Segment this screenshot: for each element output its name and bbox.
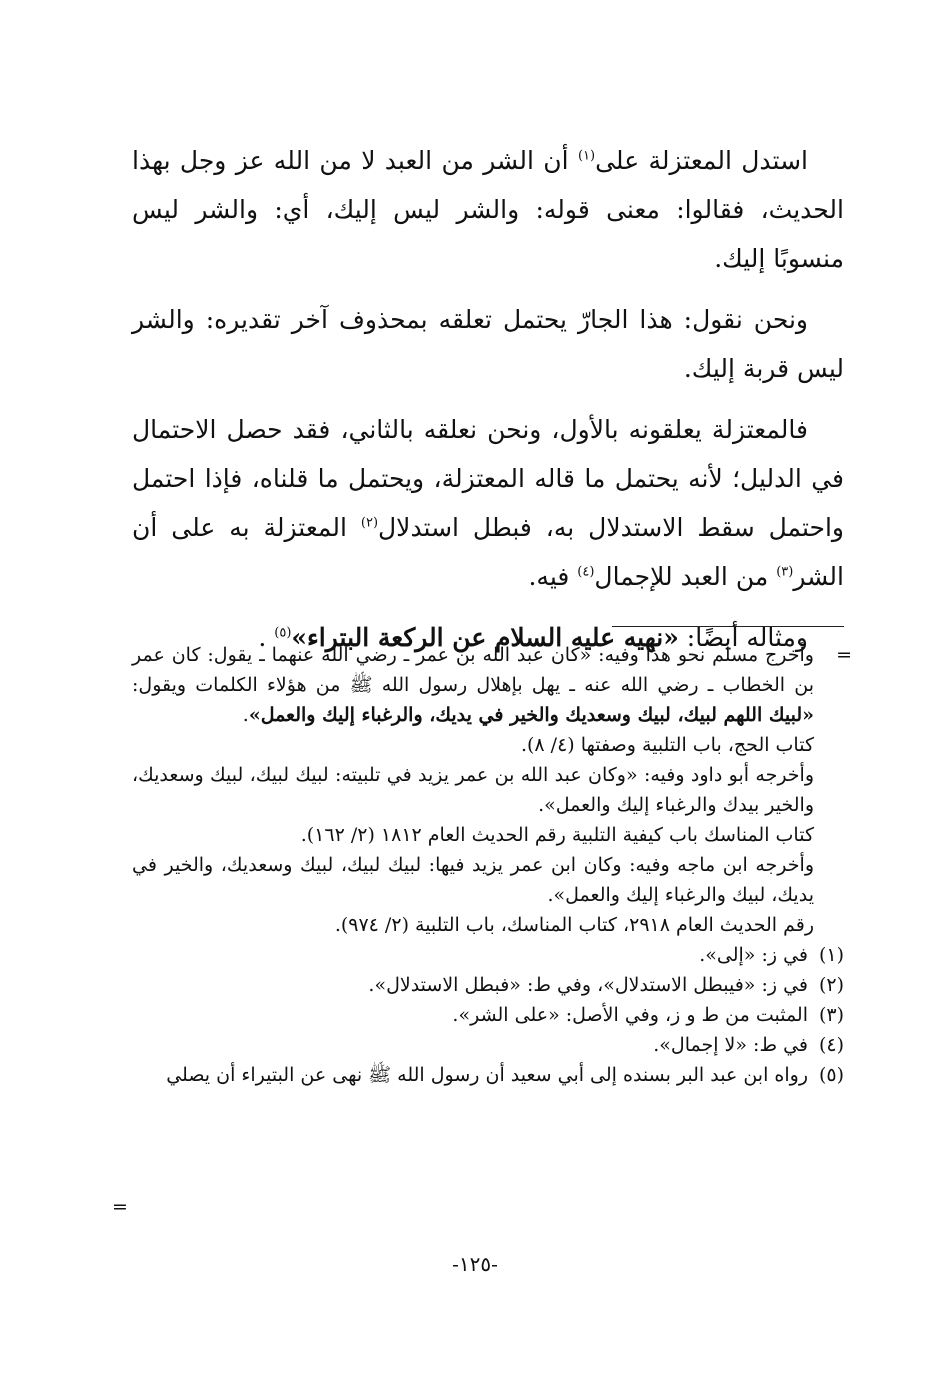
footnote-ref-2[interactable]: (٢) [360, 515, 379, 531]
paragraph-3 [132, 405, 844, 601]
footnote-number: (٥) [818, 1064, 844, 1086]
footnote-line [132, 640, 814, 730]
text-span: وأخرج مسلم نحو هذا وفيه: «كان عبد الله بن عمر ـ رضي الله عنهما ـ يقول: كان عمر بن الخطاب ـ رضي الله عنه ـ يهل بإهلال رسول الله ﷺ من هؤلاء الكلمات ويقول: [132, 644, 814, 696]
footnotes [132, 640, 852, 1090]
paragraph-1 [132, 136, 844, 283]
footnote-line: كتاب المناسك باب كيفية التلبية رقم الحديث العام ١٨١٢ (٢/ ١٦٢). [300, 824, 814, 846]
footnote-continuation [132, 640, 852, 940]
footnote-2 [132, 970, 844, 1000]
continuation-end-mark: = [112, 1196, 128, 1218]
footnote-separator [612, 626, 844, 627]
page-number: -١٢٥- [452, 1252, 498, 1276]
text-span: فالمعتزلة يعلقونه بالأول، ونحن نعلقه بالثاني، فقد حصل الاحتمال في الدليل؛ لأنه يحتمل ما قاله المعتزلة، ويحتمل ما قلناه، فإذا احتمل واحتمل سقط الاستدلال به، فبطل استدلال [132, 415, 844, 542]
footnote-number: (٤) [818, 1034, 844, 1056]
footnote-ref-1[interactable]: (١) [577, 148, 596, 164]
hadith-quote: «نهيه عليه السلام عن الركعة البتراء» [291, 623, 679, 652]
footnote-3 [132, 1000, 844, 1030]
text-span: فيه. [528, 562, 578, 591]
text-span: من العبد للإجمال [594, 562, 777, 591]
footnote-line: وأخرجه أبو داود وفيه: «وكان عبد الله بن عمر يزيد في تلبيته: لبيك لبيك، لبيك وسعديك، والخير بيدك والرغباء إليك والعمل». [132, 764, 814, 816]
footnote-text: في ط: «لا إجمال». [653, 1034, 808, 1056]
main-text [132, 136, 844, 674]
footnote-4 [132, 1030, 844, 1060]
footnote-1 [132, 940, 844, 970]
text-span: ونحن نقول: هذا الجارّ يحتمل تعلقه بمحذوف آخر تقديره: والشر ليس قربة إليك. [132, 305, 844, 383]
footnote-number: (٢) [818, 974, 844, 996]
footnote-text: في ز: «فيبطل الاستدلال»، وفي ط: «فبطل الاستدلال». [368, 974, 808, 996]
footnote-text: رواه ابن عبد البر بسنده إلى أبي سعيد أن رسول الله ﷺ نهى عن البتيراء أن يصلي [166, 1064, 808, 1086]
paragraph-2 [132, 295, 844, 393]
text-span: المعتزلة به على أن الشر [132, 513, 844, 591]
text-span: . [242, 704, 249, 726]
footnote-ref-3[interactable]: (٣) [776, 564, 794, 580]
footnote-number: (١) [818, 944, 844, 966]
footnote-text: في ز: «إلى». [699, 944, 808, 966]
footnote-ref-4[interactable]: (٤) [577, 564, 595, 580]
footnote-line: رقم الحديث العام ٢٩١٨، كتاب المناسك، باب التلبية (٢/ ٩٧٤). [334, 914, 814, 936]
footnote-number: (٣) [818, 1004, 844, 1026]
hadith-quote: «لبيك اللهم لبيك، لبيك وسعديك والخير في يديك، والرغباء إليك والعمل» [248, 704, 814, 726]
continuation-mark: = [836, 644, 852, 666]
footnote-5 [132, 1060, 844, 1090]
text-span: استدل المعتزلة على [595, 146, 808, 175]
text-span: ومثاله أيضًا: [678, 623, 808, 652]
footnote-ref-5[interactable]: (٥) [274, 625, 292, 641]
footnote-line: وأخرجه ابن ماجه وفيه: وكان ابن عمر يزيد فيها: لبيك لبيك، لبيك وسعديك، والخير في يديك، لبيك والرغباء إليك والعمل». [132, 854, 814, 906]
footnote-line: كتاب الحج، باب التلبية وصفتها (٤/ ٨). [520, 734, 814, 756]
text-span: . [258, 623, 275, 652]
footnote-text: المثبت من ط و ز، وفي الأصل: «على الشر». [452, 1004, 808, 1026]
text-span: أن الشر من العبد لا من الله عز وجل بهذا الحديث، فقالوا: معنى قوله: والشر ليس إليك، أي: والشر ليس منسوبًا إليك. [132, 146, 844, 273]
